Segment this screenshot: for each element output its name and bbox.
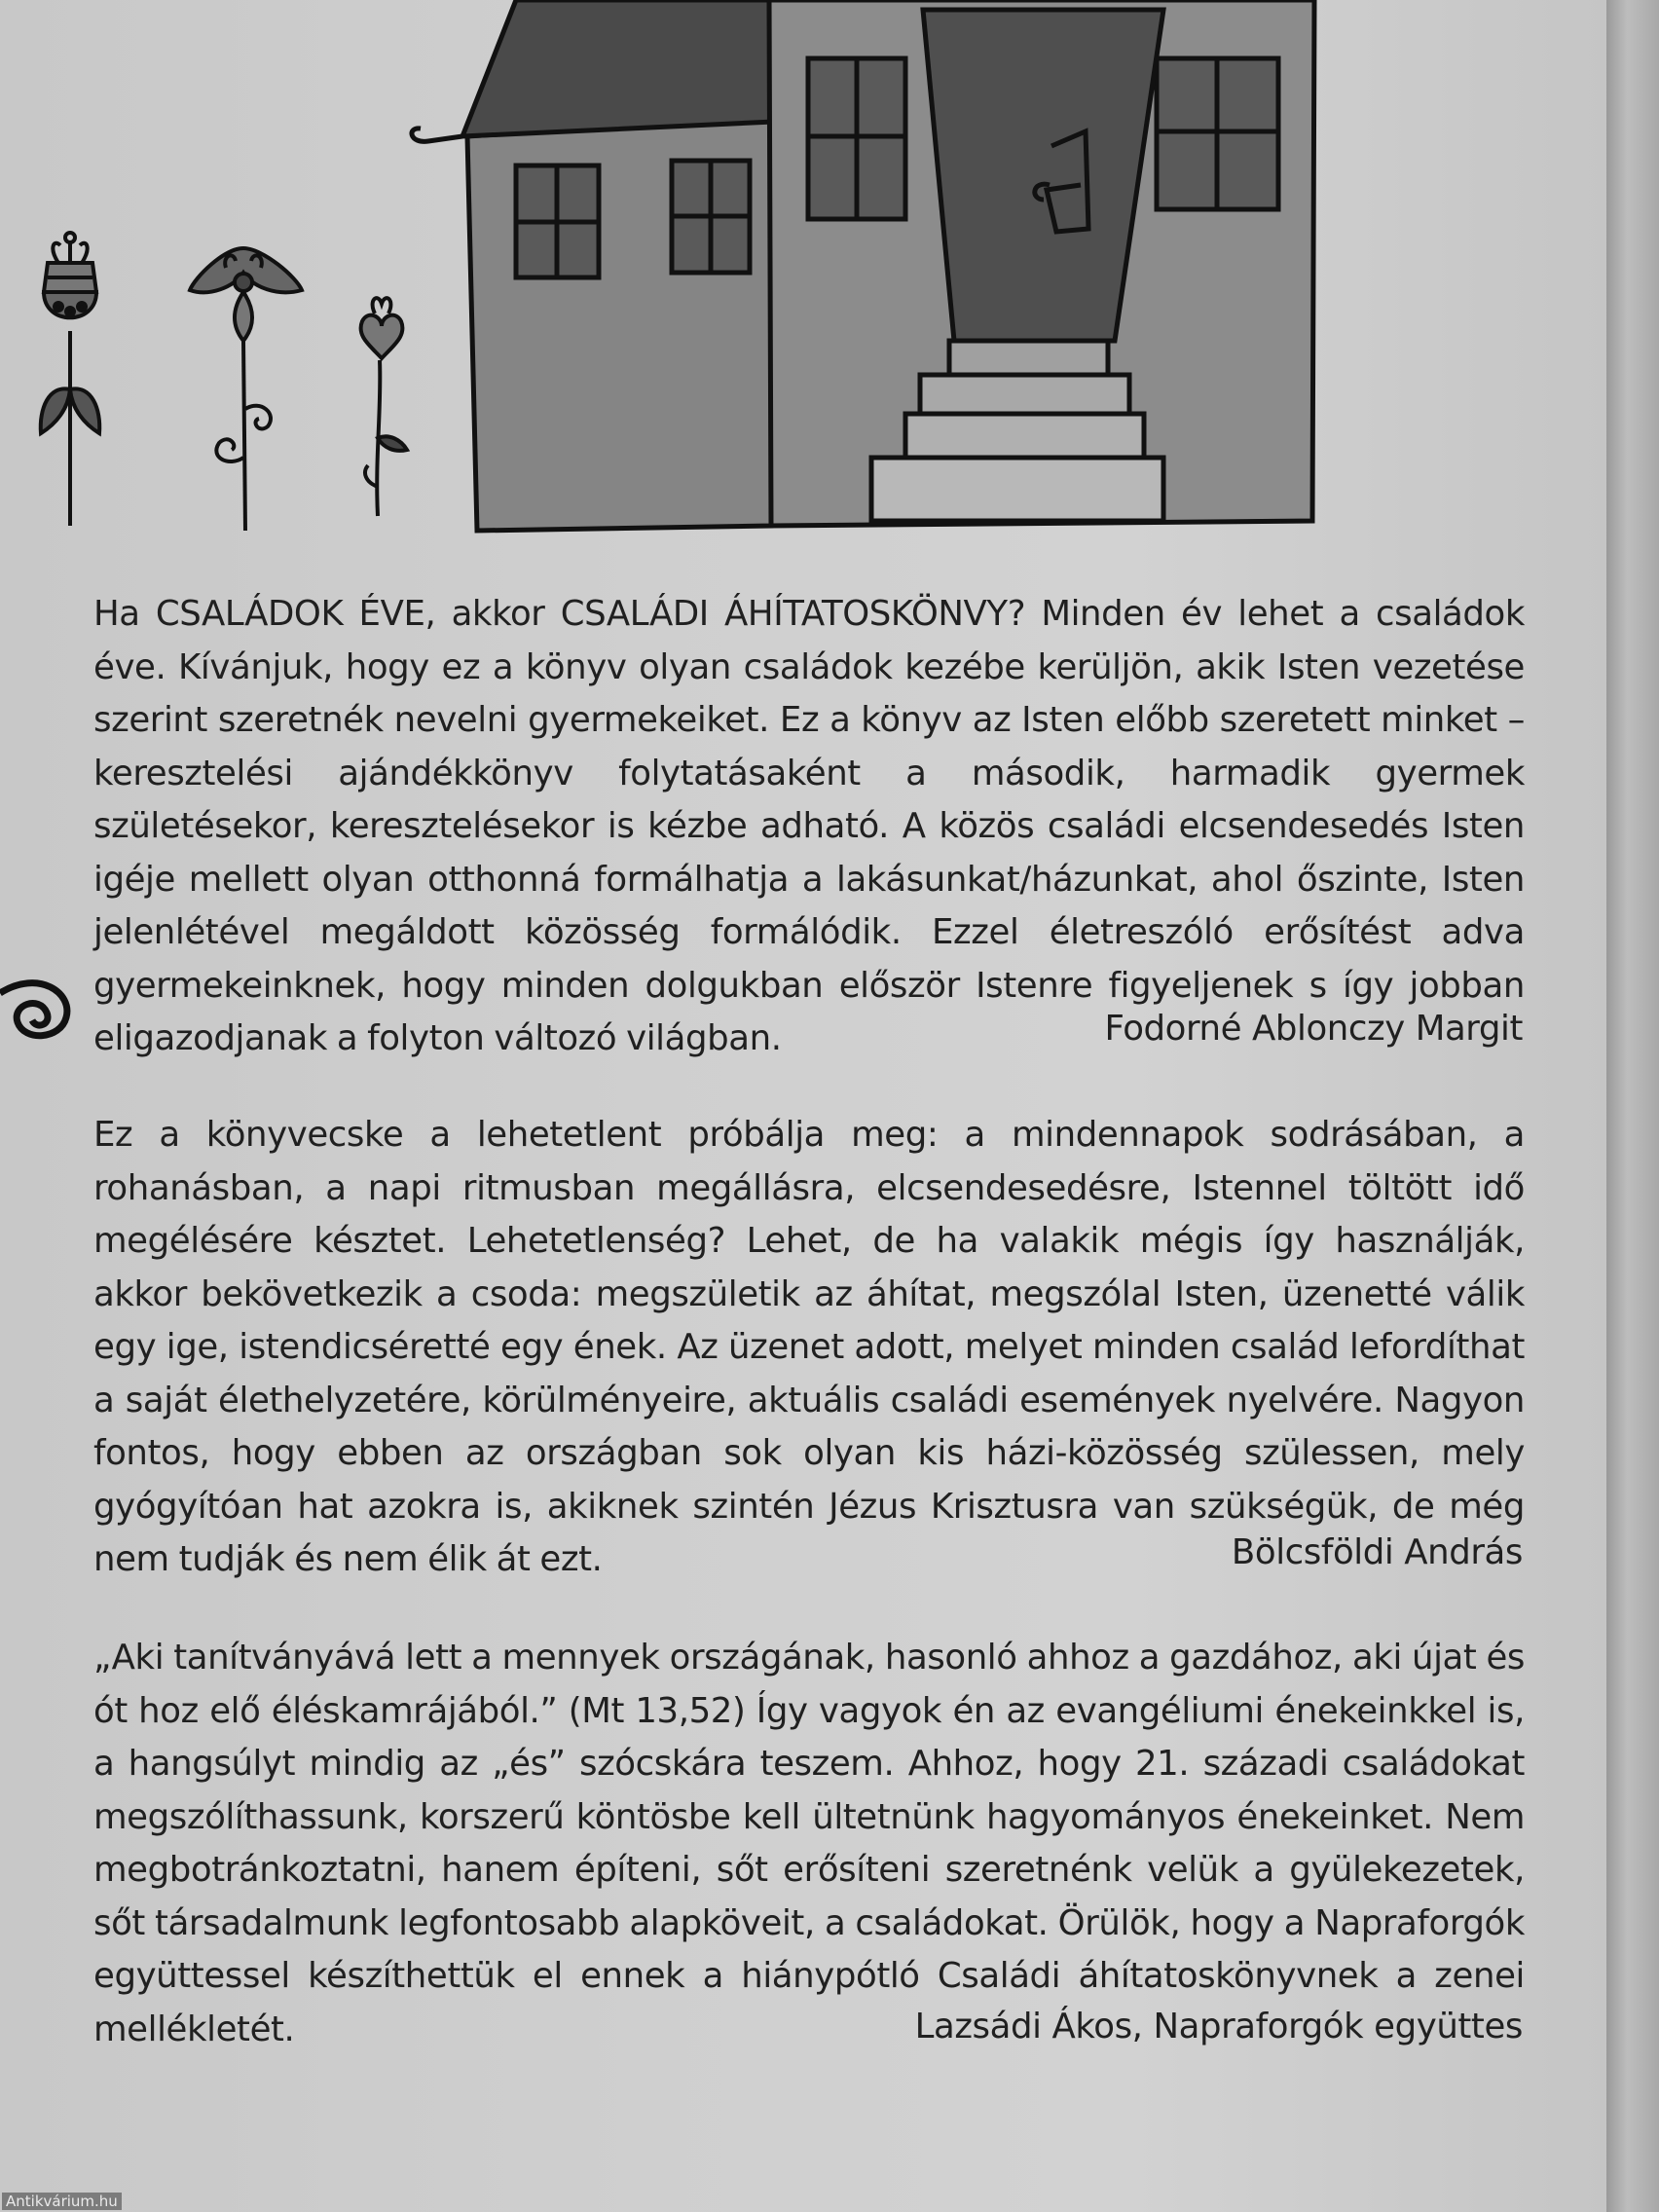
spiral-icon (0, 964, 78, 1051)
paragraph-text: Ez a könyvecske a lehetetlent próbálja meg: a mindennapok sodrásában, a rohanásban, a napi ritmusban megállásra, elcsendesedésre, Istennel töltött idő megélésére késztet. Lehetetlenség? Lehet, de ha valakik mégis így használják, akkor bekövetkezik a csoda: megszületik az áhítat, megszólal Isten, üzenetté válik egy ige, istendicséretté egy ének. Az üzenet adott, melyet minden család lefordíthat a saját élethelyzetére, körülményeire, aktuális családi események nyelvére. Nagyon fontos, hogy ebben az országban sok olyan kis házi-közösség szülessen, mely gyógyítóan hat azokra is, akiknek szintén Jézus Krisztusra van szükségük, de még nem tudják és nem élik át ezt. (93, 1115, 1525, 1579)
signature: Fodorné Ablonczy Margit (1104, 1009, 1523, 1049)
paragraph-text: „Aki tanítványává lett a mennyek országának, hasonló ahhoz a gazdához, aki újat és ót hoz elő éléskamrájából.” (Mt 13,52) Így vagyok én az evangéliumi énekeinkkel is, a hangsúlyt mindig az „és” szócskára teszem. Ahhoz, hogy 21. századi családokat megszólíthassunk, korszerű köntösbe kell ültetnünk hagyományos énekeinket. Nem megbotránkoztatni, hanem építeni, sőt erősíteni szeretnénk velük a gyülekezetek, sőt társadalmunk legfontosabb alapköveit, a családokat. Örülök, hogy a Napraforgók együttessel készíthettük el ennek a hiánypótló Családi áhítatoskönyvnek a zenei mellékletét. (93, 1638, 1525, 2049)
signature: Bölcsföldi András (1231, 1532, 1523, 1572)
page-edge (1606, 0, 1659, 2212)
heart-flower-icon (361, 298, 407, 516)
signature: Lazsádi Ákos, Napraforgók együttes (914, 2007, 1523, 2046)
watermark: Antikvárium.hu (2, 2193, 122, 2210)
flower-icon (190, 248, 302, 531)
paragraph-1 (93, 588, 1525, 1066)
paragraph-3 (93, 1632, 1525, 2056)
paragraph-text: Ha CSALÁDOK ÉVE, akkor CSALÁDI ÁHÍTATOSKÖNVY? Minden év lehet a családok éve. Kívánjuk, hogy ez a könyv olyan családok kezébe kerüljön, akik Isten vezetése szerint szeretnék nevelni gyermekeiket. Ez a könyv az Isten előbb szeretett minket – keresztelési ajándékkönyv folytatásaként a második, harmadik gyermek születésekor, keresztelésekor is kézbe adható. A közös családi elcsendesedés Isten igéje mellett olyan otthonná formálhatja a lakásunkat/házunkat, ahol őszinte, Isten jelenlétével megáldott közösség formálódik. Ezzel életreszóló erősítést adva gyermekeinknek, hogy minden dolgukban először Istenre figyeljenek s így jobban eligazodjanak a folyton változó világban. (93, 594, 1525, 1058)
house-icon (412, 0, 1314, 531)
flower-icon (41, 233, 100, 526)
illustration (0, 0, 1606, 545)
paragraph-2 (93, 1109, 1525, 1587)
